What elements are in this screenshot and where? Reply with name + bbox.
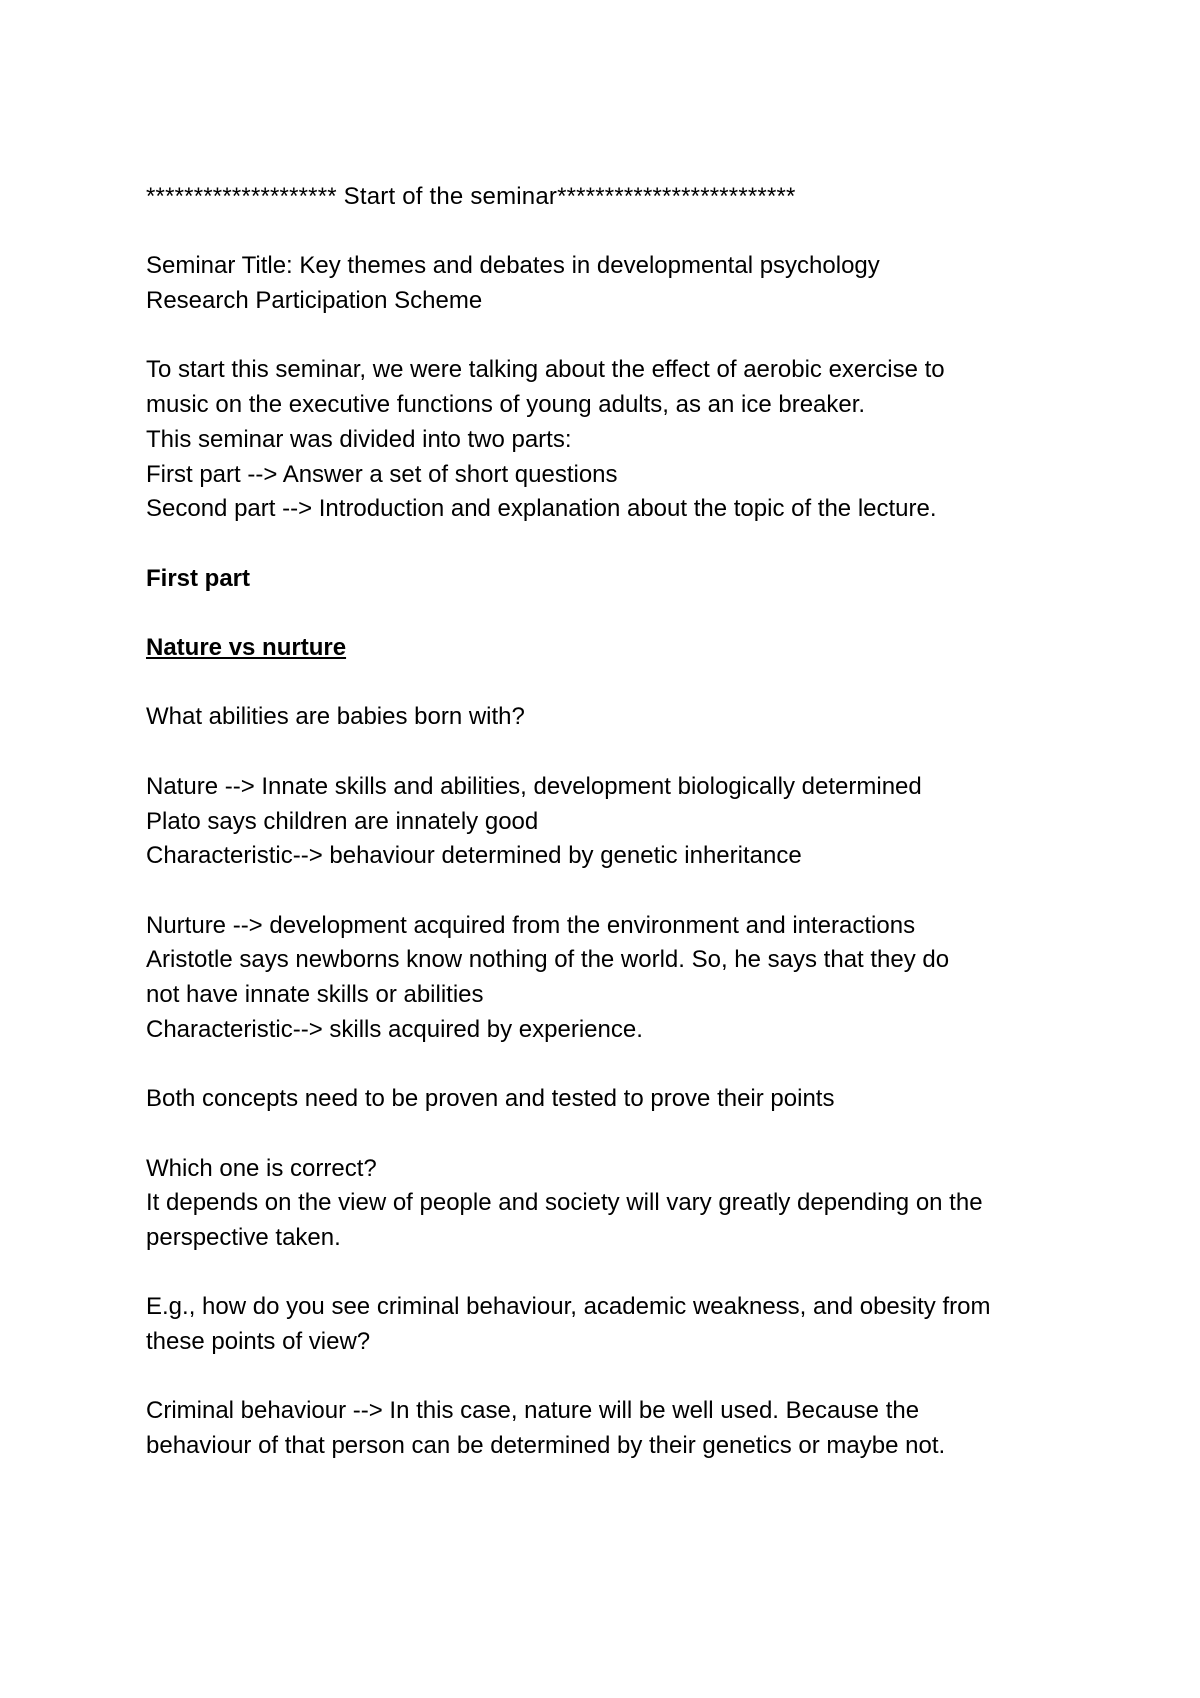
blank-line: [146, 666, 1076, 701]
nurture-line: Characteristic--> skills acquired by experience.: [146, 1015, 643, 1043]
blank-line: [146, 735, 1076, 770]
nurture-line: not have innate skills or abilities: [146, 981, 484, 1009]
both-concepts-line: Both concepts need to be proven and tested to prove their points: [146, 1085, 835, 1113]
blank-line: [146, 527, 1076, 562]
blank-line: [146, 215, 1076, 250]
seminar-title: Seminar Title: Key themes and debates in developmental psychology: [146, 252, 880, 280]
blank-line: [146, 319, 1076, 354]
blank-line: [146, 1117, 1076, 1152]
which-correct-line: perspective taken.: [146, 1223, 341, 1251]
seminar-start-banner: ******************** Start of the seminar*************************: [146, 183, 796, 210]
question-abilities: What abilities are babies born with?: [146, 703, 525, 731]
intro-line: First part --> Answer a set of short questions: [146, 460, 618, 488]
example-line: these points of view?: [146, 1328, 371, 1356]
intro-line: This seminar was divided into two parts:: [146, 425, 572, 453]
intro-line: To start this seminar, we were talking about the effect of aerobic exercise to: [146, 356, 945, 384]
criminal-behaviour-line: Criminal behaviour --> In this case, nature will be well used. Because the: [146, 1397, 920, 1425]
blank-line: [146, 596, 1076, 631]
scheme-name: Research Participation Scheme: [146, 287, 483, 315]
nature-line: Plato says children are innately good: [146, 807, 539, 835]
document-body: [146, 180, 1076, 1464]
nature-vs-nurture-heading: Nature vs nurture: [146, 634, 347, 662]
nurture-line: Aristotle says newborns know nothing of the world. So, he says that they do: [146, 946, 950, 974]
nature-line: Nature --> Innate skills and abilities, development biologically determined: [146, 772, 922, 800]
blank-line: [146, 1360, 1076, 1395]
intro-line: Second part --> Introduction and explanation about the topic of the lecture.: [146, 495, 937, 523]
intro-line: music on the executive functions of young adults, as an ice breaker.: [146, 391, 866, 419]
first-part-heading: First part: [146, 564, 251, 592]
nature-line: Characteristic--> behaviour determined by genetic inheritance: [146, 842, 802, 870]
which-correct-line: It depends on the view of people and society will vary greatly depending on the: [146, 1189, 983, 1217]
blank-line: [146, 1256, 1076, 1291]
which-correct-line: Which one is correct?: [146, 1154, 377, 1182]
criminal-behaviour-line: behaviour of that person can be determined by their genetics or maybe not.: [146, 1432, 946, 1460]
blank-line: [146, 1047, 1076, 1082]
example-line: E.g., how do you see criminal behaviour, academic weakness, and obesity from: [146, 1293, 991, 1321]
blank-line: [146, 874, 1076, 909]
nurture-line: Nurture --> development acquired from the environment and interactions: [146, 911, 916, 939]
